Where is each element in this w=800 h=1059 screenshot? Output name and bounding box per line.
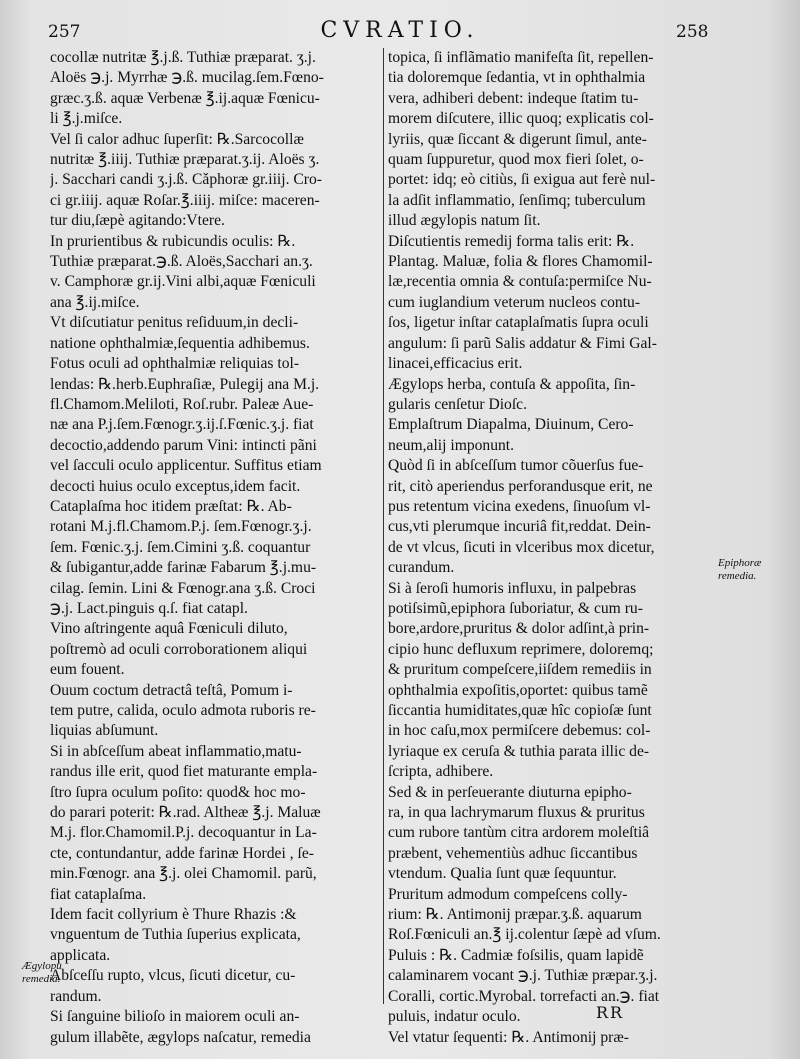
text-line: rium: ℞. Antimonij præpar.ʒ.ß. aquarum	[388, 906, 642, 924]
page-number-right: 258	[676, 22, 709, 42]
text-line: & ſubigantur,adde farinæ Fabarum ℥.j.mu-	[50, 559, 317, 577]
text-line: Plantag. Maluæ, folia & flores Chamomil-	[388, 253, 653, 271]
text-line: cipio hunc defluxum reprimere, doloremq;	[388, 640, 654, 658]
text-line: eum fouent.	[50, 661, 125, 679]
text-line: Vt diſcutiatur penitus reſiduum,in decli-	[50, 314, 299, 332]
text-line: potiſsimũ,epiphora ſuboriatur, & cum ru-	[388, 599, 643, 617]
text-line: cus,vti plerumque incuriâ fit,reddat. Dein-	[388, 518, 651, 536]
text-line: applicata.	[50, 946, 111, 964]
running-title: CVRATIO.	[320, 18, 480, 43]
text-line: topica, ſi inflãmatio manifeſta ſit, repellen-	[388, 49, 654, 66]
text-line: in hoc caſu,mox permiſcere debemus: col-	[388, 722, 651, 740]
text-line: gularis cenſetur Dioſc.	[388, 395, 527, 413]
text-line: illud ægylopis natum ſit.	[388, 212, 541, 230]
text-line: lyriaque ex ceruſa & tuthia parata illic de-	[388, 742, 650, 760]
text-line: nutritæ ℥.iiij. Tuthiæ præparat.ʒ.ij. Aloës ʒ.	[50, 151, 320, 169]
text-line: cum rubore tantùm citra ardorem moleſtiâ	[388, 824, 650, 842]
text-line: ophthalmia expoſitis,oportet: quibus tamẽ	[388, 681, 648, 699]
text-line: fl.Chamom.Meliloti, Roſ.rubr. Paleæ Aue-	[50, 395, 314, 413]
text-line: do parari poterit: ℞.rad. Altheæ ℥.j. Maluæ	[50, 804, 321, 822]
text-line: fiat cataplaſma.	[50, 885, 147, 903]
text-line: Si ſanguine bilioſo in maiorem oculi an-	[50, 1008, 300, 1026]
text-line: rotani M.j.fl.Chamom.P.j. ſem.Fœnogr.ʒ.j.	[50, 518, 312, 536]
text-line: ſtro ſupra oculum poſito: quod& hoc mo-	[50, 783, 306, 801]
text-line: Pruritum admodum compeſcens colly-	[388, 885, 628, 903]
text-line: & pruritum compeſcere,iiſdem remediis in	[388, 661, 652, 679]
text-line: tur diu,ſæpè agitando:Vtere.	[50, 212, 225, 230]
text-line: curandum.	[388, 559, 455, 577]
text-line: pus retentum vicina exedens, ſinuoſum vl-	[388, 497, 651, 515]
text-line: puluis, indatur oculo.	[388, 1008, 521, 1026]
text-line: Puluis : ℞. Cadmiæ foſsilis, quam lapidẽ	[388, 946, 644, 964]
text-line: randum.	[50, 987, 102, 1005]
text-line: min.Fœnogr. ana ℥.j. olei Chamomil. parũ,	[50, 865, 317, 883]
text-line: de vt vlcus, ſicuti in vlceribus mox dicetur,	[388, 538, 655, 556]
text-line: Idem facit collyrium è Thure Rhazis :&	[50, 906, 297, 924]
text-line: ci gr.iiij. aquæ Roſar.℥.iiij. miſce: maceren-	[50, 191, 320, 209]
text-line: gulum illabẽte, ægylops naſcatur, remedia	[50, 1028, 311, 1046]
text-line: M.j. flor.Chamomil.P.j. decoquantur in La-	[50, 824, 317, 842]
text-line: cocollæ nutritæ ℥.j.ß. Tuthiæ præparat. ʒ.j.	[50, 49, 316, 66]
text-line: decoctio,addendo parum Vini: intincti pãni	[50, 436, 317, 454]
page-number-left: 257	[48, 22, 81, 42]
text-line: vera, adhiberi debent: indeque ſtatim tu-	[388, 89, 639, 107]
text-line: græc.ʒ.ß. aquæ Verbenæ ℥.ij.aquæ Fœnicu-	[50, 89, 320, 107]
text-line: Emplaſtrum Diapalma, Diuinum, Cero-	[388, 416, 634, 434]
margin-note-right: Epiphoræ remedia.	[718, 557, 762, 582]
text-line: In prurientibus & rubicundis oculis: ℞.	[50, 232, 296, 250]
text-line: liquias abſumunt.	[50, 722, 159, 740]
text-line: Si à ſeroſi humoris influxu, in palpebras	[388, 579, 637, 597]
right-text-column	[388, 48, 706, 1048]
text-line: Tuthiæ præparat.℈.ß. Aloës,Sacchari an.ʒ.	[50, 253, 313, 271]
text-line: cum iuglandium veterum nucleos contu-	[388, 293, 641, 311]
text-line: linacei,efficacius erit.	[388, 355, 523, 373]
text-line: vel ſacculi oculo applicentur. Suffitus etiam	[50, 457, 322, 475]
text-line: morem diſcutere, illic quoq; explicatis col-	[388, 110, 654, 128]
text-line: Cataplaſma hoc itidem præſtat: ℞. Ab-	[50, 497, 292, 515]
text-line: j. Sacchari candi ʒ.j.ß. Cǎphoræ gr.iiij. Cro-	[50, 171, 322, 189]
text-line: Vel vtatur ſequenti: ℞. Antimonij præ-	[388, 1028, 629, 1046]
text-line: Vel ſi calor adhuc ſuperſit: ℞.Sarcocollæ	[50, 130, 304, 148]
text-line: neum,alij imponunt.	[388, 436, 515, 454]
text-line: Ægylops herba, contuſa & appoſita, ſin-	[388, 375, 636, 393]
text-line: poſtremò ad oculi corroborationem aliqui	[50, 640, 308, 658]
text-line: Quòd ſi in abſceſſum tumor cõuerſus fue-	[388, 457, 644, 475]
text-line: rit, citò aperiendus perforandusque erit, ne	[388, 477, 653, 495]
page-header	[0, 18, 800, 44]
text-line: natione ophthalmiæ,ſequentia adhibemus.	[50, 334, 310, 352]
text-line: cilag. ſemin. Lini & Fœnogr.ana ʒ.ß. Croci	[50, 579, 316, 597]
text-line: læ,recentia omnia & contuſa:permiſce Nu-	[388, 273, 652, 291]
text-line: ana ℥.ij.miſce.	[50, 293, 140, 311]
text-line: ſem. Fœnic.ʒ.j. ſem.Cimini ʒ.ß. coquantur	[50, 538, 311, 556]
text-line: Abſceſſu rupto, vlcus, ſicuti dicetur, cu-	[50, 967, 296, 985]
text-line: quam ſuppuretur, quod mox fieri ſolet, o-	[388, 151, 644, 169]
text-line: cte, contundantur, adde farinæ Hordei , ſe-	[50, 844, 314, 862]
text-line: næ ana P.j.ſem.Fœnogr.ʒ.ij.ſ.Fœnic.ʒ.j. fiat	[50, 416, 314, 434]
left-text-column	[50, 48, 392, 1048]
text-line: Vino aſtringente aquâ Fœniculi diluto,	[50, 620, 288, 638]
text-line: Fotus oculi ad ophthalmiæ reliquias tol-	[50, 355, 300, 373]
text-line: Coralli, cortic.Myrobal. torrefacti an.℈. fiat	[388, 987, 660, 1005]
text-line: tia doloremque ſedantia, vt in ophthalmia	[388, 69, 646, 87]
text-line: Diſcutientis remedij forma talis erit: ℞.	[388, 232, 635, 250]
text-line: bore,ardore,pruritus & dolor adſint,à prin-	[388, 620, 650, 638]
margin-note-left: Ægylopu remedia.	[22, 960, 62, 985]
text-line: Aloës ℈.j. Myrrhæ ℈.ß. mucilag.ſem.Fœno-	[50, 69, 324, 87]
text-line: vnguentum de Tuthia ſuperius explicata,	[50, 926, 301, 944]
text-line: Si in abſceſſum abeat inflammatio,matu-	[50, 742, 302, 760]
text-line: lendas: ℞.herb.Euphraſiæ, Pulegij ana M.j.	[50, 375, 320, 393]
text-line: li ℥.j.miſce.	[50, 110, 123, 128]
text-line: calaminarem vocant ℈.j. Tuthiæ præpar.ʒ.j.	[388, 967, 658, 985]
text-line: ſcripta, adhibere.	[388, 763, 494, 781]
text-line: ℈.j. Lact.pinguis q.ſ. fiat catapl.	[50, 599, 248, 617]
column-divider	[383, 48, 384, 1004]
text-line: tem putre, calida, oculo admota ruboris re-	[50, 702, 316, 719]
text-line: Ouum coctum detractâ teſtâ, Pomum i-	[50, 681, 293, 699]
text-line: lyriis, quæ ſiccant & digerunt ſimul, ante-	[388, 130, 647, 148]
text-line: ſiccantia humiditates,quæ hîc copioſæ ſunt	[388, 702, 652, 719]
text-line: decocti huius oculo exceptus,idem facit.	[50, 477, 301, 495]
text-line: Roſ.Fœniculi an.℥ ij.colentur ſæpè ad vſum.	[388, 926, 661, 944]
text-line: præbent, vehementiùs adhuc ſiccantibus	[388, 844, 638, 862]
text-line: v. Camphoræ gr.ij.Vini albi,aquæ Fœniculi	[50, 273, 316, 291]
text-line: Sed & in perſeuerante diuturna epipho-	[388, 783, 632, 801]
text-line: ſos, ligetur inſtar cataplaſmatis ſupra oculi	[388, 314, 649, 332]
signature-mark: RR	[596, 1003, 625, 1022]
text-line: angulum: ſi parũ Salis addatur & Fimi Gal-	[388, 334, 657, 352]
text-line: vtendum. Qualia ſunt quæ ſequuntur.	[388, 865, 617, 883]
text-line: portet: idq; eò citiùs, ſi exigua aut ferè nul-	[388, 171, 656, 189]
text-line: la adſit inflammatio, ſenſimq; tuberculum	[388, 191, 646, 209]
text-line: randus ille erit, quod fiet maturante empla-	[50, 763, 318, 781]
text-line: ra, in qua lachrymarum fluxus & pruritus	[388, 804, 645, 822]
